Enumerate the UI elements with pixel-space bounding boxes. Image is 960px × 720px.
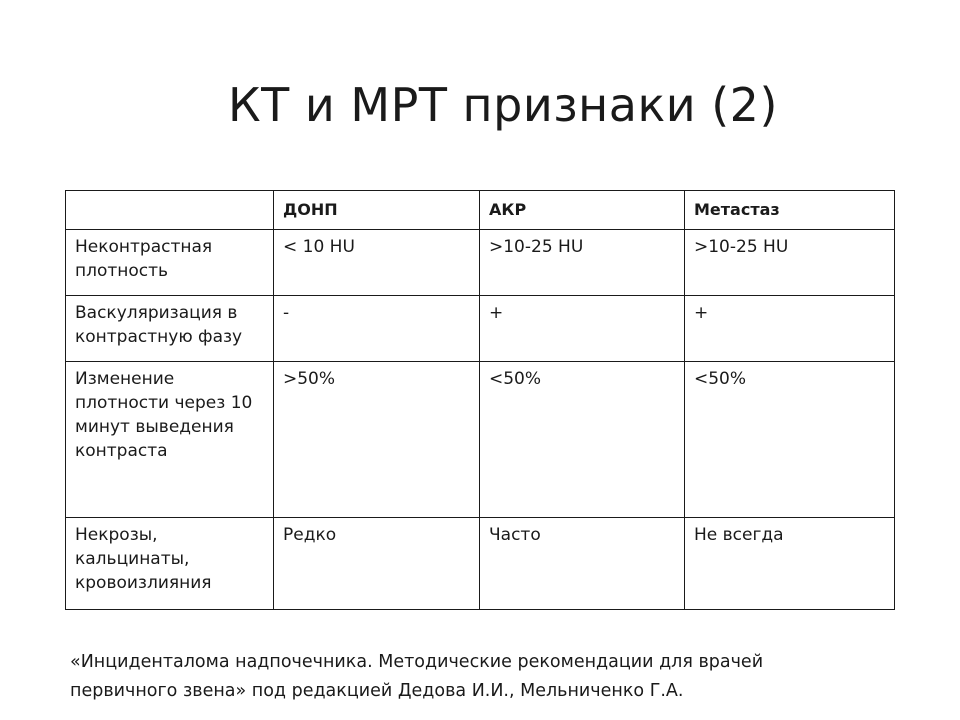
header-cell-donp: ДОНП — [274, 191, 480, 230]
table-cell: >50% — [274, 362, 480, 518]
header-cell-akr: АКР — [480, 191, 685, 230]
source-footnote — [70, 648, 890, 706]
table-row — [66, 230, 895, 296]
slide-title: КТ и МРТ признаки (2) — [228, 78, 778, 132]
row-label: Неконтрастная плотность — [66, 230, 274, 296]
table-cell: < 10 HU — [274, 230, 480, 296]
table-cell: Часто — [480, 518, 685, 610]
header-cell-empty — [66, 191, 274, 230]
table-cell: <50% — [685, 362, 895, 518]
header-cell-metastasis: Метастаз — [685, 191, 895, 230]
table-cell: >10-25 HU — [685, 230, 895, 296]
table-cell: + — [480, 296, 685, 362]
table-header-row — [66, 191, 895, 230]
table-row — [66, 518, 895, 610]
row-label: Изменение плотности через 10 минут выведения контраста — [66, 362, 274, 518]
footnote-line-2: первичного звена» под редакцией Дедова И.И., Мельниченко Г.А. — [70, 681, 684, 701]
table-cell: - — [274, 296, 480, 362]
table-cell: Не всегда — [685, 518, 895, 610]
row-label: Некрозы, кальцинаты, кровоизлияния — [66, 518, 274, 610]
table-cell: Редко — [274, 518, 480, 610]
comparison-table — [65, 190, 895, 610]
table-cell: >10-25 HU — [480, 230, 685, 296]
table-row — [66, 362, 895, 518]
footnote-line-1: «Инциденталома надпочечника. Методические рекомендации для врачей — [70, 652, 764, 672]
row-label: Васкуляризация в контрастную фазу — [66, 296, 274, 362]
table-cell: + — [685, 296, 895, 362]
table-cell: <50% — [480, 362, 685, 518]
table-row — [66, 296, 895, 362]
